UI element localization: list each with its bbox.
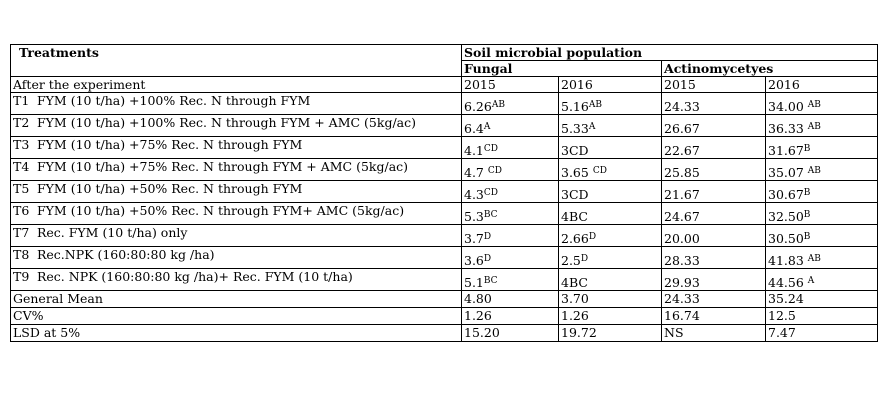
fungal-2015-cell-significance: CD <box>487 166 502 176</box>
actino-2016-cell-significance: AB <box>807 100 821 110</box>
fungal-2016-cell-significance: CD <box>592 166 607 176</box>
actino-2016-cell-value: 30.67 <box>768 187 804 202</box>
fungal-2015-cell-value: 4.7 <box>464 165 488 180</box>
actino-2015-cell <box>662 137 766 159</box>
actino-2016-cell <box>766 203 878 225</box>
fungal-2015-cell-significance: D <box>483 254 492 264</box>
summary-row <box>11 308 878 325</box>
fungal-2016-cell-value: 4BC <box>561 275 588 290</box>
fungal-2015-cell-significance: BC <box>483 210 498 220</box>
fungal-2016-cell-value: 5.33 <box>561 121 589 136</box>
actino-2016-cell <box>766 137 878 159</box>
fungal-2016-cell <box>559 203 662 225</box>
treatment-code: T1 <box>13 93 30 108</box>
fungal-2016-cell <box>559 225 662 247</box>
fungal-2015-cell-value: 6.4 <box>464 121 484 136</box>
fungal-2015-cell <box>462 247 559 269</box>
treatment-code: T3 <box>13 137 30 152</box>
summary-row <box>11 325 878 342</box>
actino-2015-cell-value: 28.33 <box>664 253 700 268</box>
treatment-description: FYM (10 t/ha) +75% Rec. N through FYM <box>37 137 303 152</box>
fungal-2015-cell <box>462 225 559 247</box>
actino-2015-cell-value: 29.93 <box>664 275 700 290</box>
fungal-2015-cell-value: 5.1 <box>464 275 484 290</box>
fungal-2015-cell <box>462 115 559 137</box>
fungal-header: Fungal <box>462 61 662 77</box>
actino-2015-cell: NS <box>662 325 766 342</box>
actino-2016-cell-significance: AB <box>807 254 821 264</box>
fungal-2015-cell <box>462 159 559 181</box>
table-row <box>11 225 878 247</box>
actino-2015-cell <box>662 225 766 247</box>
fungal-2015-cell <box>462 203 559 225</box>
actino-2015-header: 2015 <box>662 77 766 93</box>
treatment-cell <box>11 269 462 291</box>
fungal-2015-header: 2015 <box>462 77 559 93</box>
fungal-2016-cell-value: 3CD <box>561 187 589 202</box>
table-row <box>11 137 878 159</box>
treatment-code: T7 <box>13 225 30 240</box>
treatment-description: Rec. FYM (10 t/ha) only <box>37 225 188 240</box>
treatment-cell <box>11 203 462 225</box>
treatment-code: T6 <box>13 203 30 218</box>
fungal-2016-cell-value: 2.66 <box>561 231 589 246</box>
treatment-description: Rec. NPK (160:80:80 kg /ha)+ Rec. FYM (10 t/ha) <box>37 269 353 284</box>
actino-2016-cell-significance: B <box>803 210 811 220</box>
fungal-2015-cell: 1.26 <box>462 308 559 325</box>
summary-label: CV% <box>11 308 462 325</box>
actino-2016-cell-significance: B <box>803 188 811 198</box>
fungal-2016-cell <box>559 159 662 181</box>
fungal-2015-cell-significance: CD <box>483 188 498 198</box>
actino-2016-cell-significance: AB <box>807 166 821 176</box>
fungal-2016-cell-value: 3.65 <box>561 165 593 180</box>
soil-microbial-table <box>10 44 878 342</box>
treatment-description: FYM (10 t/ha) +100% Rec. N through FYM <box>37 93 311 108</box>
actino-2015-cell <box>662 159 766 181</box>
actino-2015-cell-value: 26.67 <box>664 121 700 136</box>
table-row <box>11 247 878 269</box>
fungal-2016-cell-significance: D <box>588 232 597 242</box>
fungal-2015-cell-value: 4.1 <box>464 143 484 158</box>
actino-2016-cell-significance: B <box>803 144 811 154</box>
treatment-cell <box>11 225 462 247</box>
actino-2016-cell <box>766 269 878 291</box>
table-row <box>11 203 878 225</box>
fungal-2015-cell-significance: AB <box>491 100 505 110</box>
fungal-2016-cell-value: 5.16 <box>561 99 589 114</box>
fungal-2016-cell-value: 4BC <box>561 209 588 224</box>
fungal-2016-cell <box>559 137 662 159</box>
fungal-2015-cell: 15.20 <box>462 325 559 342</box>
fungal-2015-cell-value: 3.7 <box>464 231 484 246</box>
actino-2015-cell <box>662 269 766 291</box>
actino-2015-cell <box>662 247 766 269</box>
fungal-2015-cell: 4.80 <box>462 291 559 308</box>
header-row-3 <box>11 77 878 93</box>
treatment-description: FYM (10 t/ha) +100% Rec. N through FYM + AMC (5kg/ac) <box>37 115 416 130</box>
fungal-2015-cell-significance: CD <box>483 144 498 154</box>
treatment-description: FYM (10 t/ha) +50% Rec. N through FYM+ AMC (5kg/ac) <box>37 203 405 218</box>
treatment-cell <box>11 93 462 115</box>
fungal-2015-cell-significance: BC <box>483 276 498 286</box>
treatment-code: T8 <box>13 247 30 262</box>
fungal-2016-cell-value: 2.5 <box>561 253 581 268</box>
treatment-cell <box>11 247 462 269</box>
actino-2015-cell-value: 21.67 <box>664 187 700 202</box>
actino-2016-cell <box>766 247 878 269</box>
fungal-2015-cell <box>462 137 559 159</box>
actino-2016-cell <box>766 93 878 115</box>
header-row-1 <box>11 45 878 61</box>
table-row <box>11 269 878 291</box>
fungal-2016-cell-value: 3CD <box>561 143 589 158</box>
treatment-description: FYM (10 t/ha) +75% Rec. N through FYM + AMC (5kg/ac) <box>37 159 409 174</box>
actino-2015-cell-value: 20.00 <box>664 231 700 246</box>
actino-2015-cell-value: 24.67 <box>664 209 700 224</box>
actino-2015-cell <box>662 203 766 225</box>
table-row <box>11 115 878 137</box>
fungal-2015-cell <box>462 181 559 203</box>
fungal-2016-cell: 1.26 <box>559 308 662 325</box>
actino-2016-cell-value: 44.56 <box>768 275 808 290</box>
treatments-header: Treatments <box>11 45 462 77</box>
actino-2016-cell-value: 30.50 <box>768 231 804 246</box>
fungal-2016-cell-significance: AB <box>588 100 602 110</box>
treatment-cell <box>11 159 462 181</box>
treatment-code: T2 <box>13 115 30 130</box>
actino-2016-cell-significance: B <box>803 232 811 242</box>
actino-2015-cell: 16.74 <box>662 308 766 325</box>
fungal-2016-header: 2016 <box>559 77 662 93</box>
fungal-2015-cell-value: 4.3 <box>464 187 484 202</box>
actino-2016-cell: 12.5 <box>766 308 878 325</box>
treatment-cell <box>11 137 462 159</box>
fungal-2015-cell <box>462 93 559 115</box>
fungal-2015-cell-value: 3.6 <box>464 253 484 268</box>
actino-2016-cell <box>766 159 878 181</box>
actino-2016-cell <box>766 181 878 203</box>
soil-microbial-header: Soil microbial population <box>462 45 878 61</box>
fungal-2016-cell-significance: A <box>588 122 596 132</box>
table-row <box>11 93 878 115</box>
treatment-cell <box>11 181 462 203</box>
actino-2015-cell <box>662 115 766 137</box>
actino-2016-cell <box>766 225 878 247</box>
actino-2016-cell-significance: A <box>807 276 815 286</box>
actino-2015-cell: 24.33 <box>662 291 766 308</box>
fungal-2015-cell-significance: D <box>483 232 492 242</box>
actino-2016-cell-value: 36.33 <box>768 121 808 136</box>
treatment-description: FYM (10 t/ha) +50% Rec. N through FYM <box>37 181 303 196</box>
actino-2016-cell-value: 35.07 <box>768 165 808 180</box>
table-row <box>11 181 878 203</box>
actino-2016-cell-value: 32.50 <box>768 209 804 224</box>
treatment-cell <box>11 115 462 137</box>
actino-2016-cell: 35.24 <box>766 291 878 308</box>
table-row <box>11 159 878 181</box>
summary-label: LSD at 5% <box>11 325 462 342</box>
actino-2015-cell-value: 22.67 <box>664 143 700 158</box>
fungal-2016-cell <box>559 269 662 291</box>
fungal-2016-cell: 19.72 <box>559 325 662 342</box>
summary-row <box>11 291 878 308</box>
actino-2016-cell: 7.47 <box>766 325 878 342</box>
after-experiment-label: After the experiment <box>11 77 462 93</box>
actino-2016-cell <box>766 115 878 137</box>
fungal-2015-cell-significance: A <box>483 122 491 132</box>
actino-2015-cell-value: 25.85 <box>664 165 700 180</box>
actino-2015-cell <box>662 181 766 203</box>
actino-2016-cell-value: 34.00 <box>768 99 808 114</box>
treatment-code: T5 <box>13 181 30 196</box>
treatment-code: T9 <box>13 269 30 284</box>
fungal-2015-cell <box>462 269 559 291</box>
actino-2016-header: 2016 <box>766 77 878 93</box>
fungal-2016-cell <box>559 247 662 269</box>
treatment-description: Rec.NPK (160:80:80 kg /ha) <box>37 247 215 262</box>
fungal-2016-cell <box>559 93 662 115</box>
fungal-2016-cell <box>559 115 662 137</box>
fungal-2016-cell-significance: D <box>580 254 589 264</box>
fungal-2015-cell-value: 5.3 <box>464 209 484 224</box>
actinomycetes-header: Actinomycetyes <box>662 61 878 77</box>
treatment-code: T4 <box>13 159 30 174</box>
fungal-2016-cell: 3.70 <box>559 291 662 308</box>
summary-label: General Mean <box>11 291 462 308</box>
actino-2015-cell-value: 24.33 <box>664 99 700 114</box>
actino-2016-cell-significance: AB <box>807 122 821 132</box>
actino-2016-cell-value: 41.83 <box>768 253 808 268</box>
fungal-2016-cell <box>559 181 662 203</box>
fungal-2015-cell-value: 6.26 <box>464 99 492 114</box>
actino-2015-cell <box>662 93 766 115</box>
actino-2016-cell-value: 31.67 <box>768 143 804 158</box>
